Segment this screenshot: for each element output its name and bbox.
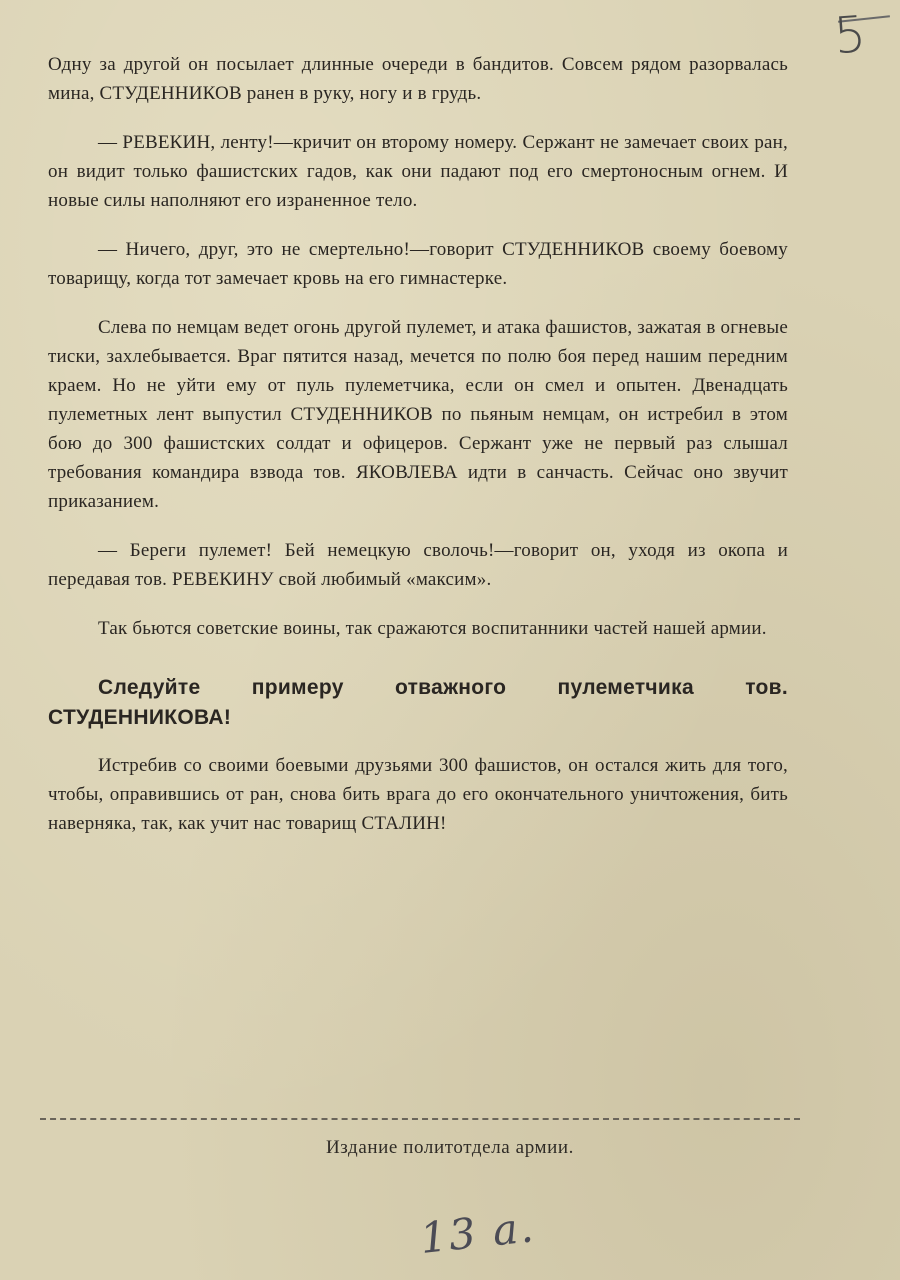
page-number: 5 [832,4,868,66]
footer-divider [40,1118,800,1120]
closing-paragraph: Истребив со своими боевыми друзьями 300 фашистов, он остался жить для того, чтобы, оправившись от ран, снова бить врага до его окончательного уничтожения, бить наверняка, так, как учит нас товарищ СТАЛИН! [48,755,788,834]
call-to-action-heading: Следуйте примеру отважного пулеметчика тов. СТУДЕННИКОВА! [48,676,788,729]
paragraph-1: Одну за другой он посылает длинные очереди в бандитов. Совсем рядом разорвалась мина, СТУДЕННИКОВ ранен в руку, ногу и в грудь. [48,54,788,104]
paragraph-4: Слева по немцам ведет огонь другой пулемет, и атака фашистов, зажатая в огневые тиски, захлебывается. Враг пятится назад, мечется по полю боя перед нашим передним краем. Но не уйти ему от пуль пулеметчика, если он смел и опытен. Двенадцать пулеметных лент выпустил СТУДЕННИКОВ по пьяным немцам, он истребил в этом бою до 300 фашистских солдат и офицеров. Сержант уже не первый раз слышал требования командира взвода тов. ЯКОВЛЕВА идти в санчасть. Сейчас оно звучит приказанием. [48,317,788,512]
paragraph-2: — РЕВЕКИН, ленту!—кричит он второму номеру. Сержант не замечает своих ран, он видит только фашистских гадов, как они падают под его смертоносным огнем. И новые силы наполняют его израненное тело. [48,132,788,211]
paragraph-5: — Береги пулемет! Бей немецкую сволочь!—говорит он, уходя из окопа и передавая тов. РЕВЕКИНУ свой любимый «максим». [48,540,788,590]
handwritten-archive-note: 13 а. [417,1202,538,1263]
article-body [48,50,788,858]
paragraph-3: — Ничего, друг, это не смертельно!—говорит СТУДЕННИКОВ своему боевому товарищу, когда тот замечает кровь на его гимнастерке. [48,239,788,289]
publisher-line: Издание политотдела армии. [325,1137,575,1158]
paragraph-6: Так бьются советские воины, так сражаются воспитанники частей нашей армии. [98,618,767,639]
